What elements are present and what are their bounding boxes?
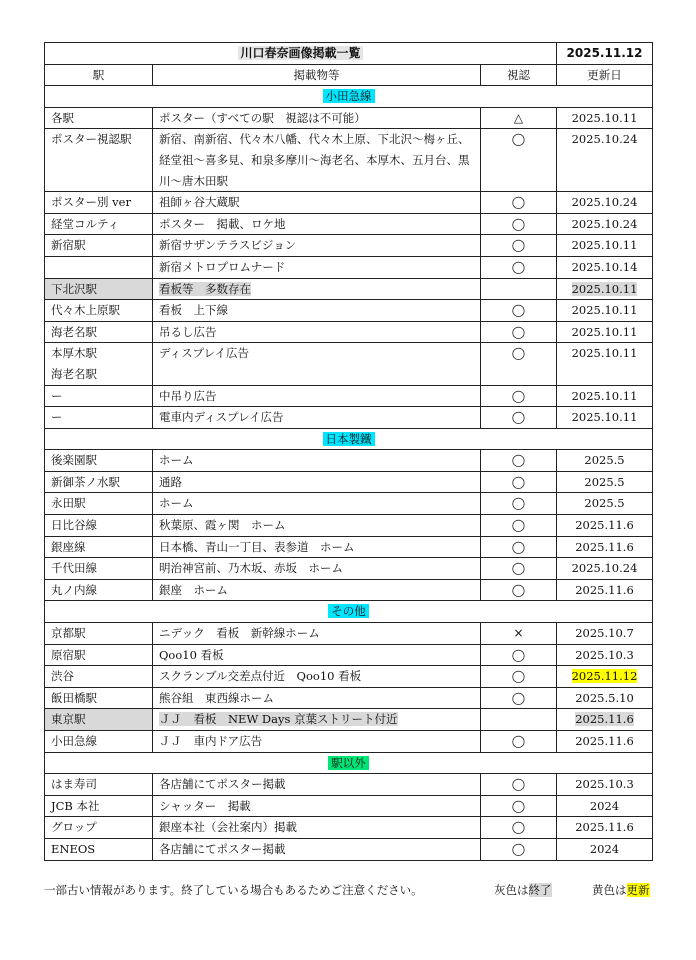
table-row-updated: [45, 666, 653, 688]
item-cell: 秋葉原、霞ヶ関 ホーム: [153, 515, 481, 537]
item-cell: 熊谷組 東西線ホーム: [153, 687, 481, 709]
approval-mark: ◯: [481, 213, 557, 235]
date-cell: 2025.10.11: [571, 281, 638, 296]
item-cell: シャッター 掲載: [153, 795, 481, 817]
item-cell: 各店舗にてポスター掲載: [153, 774, 481, 796]
date-cell: 2025.10.3: [557, 644, 653, 666]
date-cell: 2025.10.3: [557, 774, 653, 796]
approval-mark: ◯: [481, 536, 557, 558]
date-cell: 2025.10.11: [557, 343, 653, 385]
station-cell: ENEOS: [45, 838, 153, 860]
station-cell: 新御茶ノ水駅: [45, 471, 153, 493]
station-cell: 下北沢駅: [45, 278, 153, 300]
table-row: [45, 213, 653, 235]
listing-table: [44, 42, 653, 861]
item-cell: ホーム: [153, 450, 481, 472]
station-cell: 飯田橋駅: [45, 687, 153, 709]
approval-mark: ◯: [481, 838, 557, 860]
item-cell: 看板 上下線: [153, 300, 481, 322]
page-title: 川口春奈画像掲載一覧: [240, 46, 361, 60]
station-cell: 永田駅: [45, 493, 153, 515]
approval-mark: ◯: [481, 300, 557, 322]
item-cell: 日本橋、青山一丁目、表参道 ホーム: [153, 536, 481, 558]
header-approval: 視認: [481, 64, 557, 86]
table-row: [45, 493, 653, 515]
legend-yellow-word: 更新: [626, 883, 650, 897]
table-row: [45, 192, 653, 214]
date-cell: 2025.10.11: [557, 235, 653, 257]
date-cell: 2025.11.6: [557, 731, 653, 753]
header-item: 掲載物等: [153, 64, 481, 86]
title-row: [45, 43, 653, 65]
item-cell: ポスター（すべての駅 視認は不可能）: [153, 107, 481, 129]
date-cell: 2025.10.24: [557, 558, 653, 580]
date-cell: 2025.10.24: [557, 129, 653, 192]
table-row: [45, 471, 653, 493]
table-row: [45, 256, 653, 278]
approval-mark: ◯: [481, 666, 557, 688]
date-cell: 2025.10.24: [557, 192, 653, 214]
date-cell: 2025.10.11: [557, 321, 653, 343]
station-cell: 海老名駅: [45, 321, 153, 343]
approval-mark: ◯: [481, 321, 557, 343]
station-cell: 後楽園駅: [45, 450, 153, 472]
item-cell: 新宿サザンテラスビジョン: [153, 235, 481, 257]
station-cell: [45, 256, 153, 278]
approval-mark: ◯: [481, 493, 557, 515]
table-row: [45, 731, 653, 753]
item-cell: Qoo10 看板: [153, 644, 481, 666]
station-cell: 渋谷: [45, 666, 153, 688]
table-row: [45, 515, 653, 537]
table-row: [45, 623, 653, 645]
approval-mark: ◯: [481, 256, 557, 278]
table-row: [45, 687, 653, 709]
date-cell: 2025.5: [557, 493, 653, 515]
table-row: [45, 817, 653, 839]
approval-mark: ◯: [481, 644, 557, 666]
date-cell: 2024: [557, 838, 653, 860]
section-title: 小田急線: [323, 89, 375, 103]
section-row: [45, 601, 653, 623]
station-cell: 日比谷線: [45, 515, 153, 537]
table-row: [45, 774, 653, 796]
table-row-ended: [45, 278, 653, 300]
date-cell: 2025.5: [557, 450, 653, 472]
approval-mark: ◯: [481, 192, 557, 214]
station-cell: 新宿駅: [45, 235, 153, 257]
station-cell: ポスター視認駅: [45, 129, 153, 192]
footer-note: 一部古い情報があります。終了している場合もあるためご注意ください。: [44, 883, 423, 897]
item-cell: 祖師ヶ谷大蔵駅: [153, 192, 481, 214]
table-row: [45, 644, 653, 666]
approval-mark: ◯: [481, 515, 557, 537]
station-cell: ポスター別 ver: [45, 192, 153, 214]
header-row: [45, 64, 653, 86]
legend-gray-prefix: 灰色は: [494, 883, 529, 897]
item-cell: ニデック 看板 新幹線ホーム: [153, 623, 481, 645]
date-cell: 2025.5.10: [557, 687, 653, 709]
legend-yellow-prefix: 黄色は: [592, 883, 627, 897]
header-updated: 更新日: [557, 64, 653, 86]
table-row-ended: [45, 709, 653, 731]
table-row: [45, 385, 653, 407]
table-row: [45, 407, 653, 429]
date-cell: 2025.10.14: [557, 256, 653, 278]
station-cell: 経堂コルティ: [45, 213, 153, 235]
table-row: [45, 558, 653, 580]
approval-mark: ◯: [481, 343, 557, 385]
table-row: [45, 838, 653, 860]
date-cell: 2025.10.11: [557, 107, 653, 129]
table-row: [45, 343, 653, 385]
header-station: 駅: [45, 64, 153, 86]
approval-mark: ◯: [481, 129, 557, 192]
station-cell: 千代田線: [45, 558, 153, 580]
section-row: [45, 428, 653, 450]
approval-mark: ◯: [481, 774, 557, 796]
date-cell: 2025.10.24: [557, 213, 653, 235]
approval-mark: ◯: [481, 385, 557, 407]
item-cell: 新宿メトロプロムナード: [153, 256, 481, 278]
date-cell: 2025.11.6: [557, 817, 653, 839]
approval-mark: ◯: [481, 558, 557, 580]
station-cell: ー: [45, 407, 153, 429]
table-row: [45, 579, 653, 601]
station-cell: グロップ: [45, 817, 153, 839]
station-cell: 各駅: [45, 107, 153, 129]
item-cell: 吊るし広告: [153, 321, 481, 343]
station-cell: ー: [45, 385, 153, 407]
section-title: その他: [328, 604, 369, 618]
item-cell: ホーム: [153, 493, 481, 515]
approval-mark: ◯: [481, 579, 557, 601]
section-row: [45, 86, 653, 108]
approval-mark: [481, 278, 557, 300]
item-cell: ディスプレイ広告: [153, 343, 481, 385]
item-cell: 銀座 ホーム: [153, 579, 481, 601]
section-title: 日本製鐵: [323, 432, 375, 446]
item-cell: 銀座本社（会社案内）掲載: [153, 817, 481, 839]
date-cell: 2025.5: [557, 471, 653, 493]
table-row: [45, 129, 653, 192]
station-cell: 銀座線: [45, 536, 153, 558]
table-row: [45, 795, 653, 817]
station-cell: JCB 本社: [45, 795, 153, 817]
item-cell: 各店舗にてポスター掲載: [153, 838, 481, 860]
approval-mark: ◯: [481, 235, 557, 257]
table-row: [45, 450, 653, 472]
section-row: [45, 752, 653, 774]
legend-yellow: [592, 882, 650, 898]
item-cell: 新宿、南新宿、代々木八幡、代々木上原、下北沢〜梅ヶ丘、経堂祖〜喜多見、和泉多摩川〜海老名、本厚木、五月台、黒川〜唐木田駅: [153, 129, 481, 192]
approval-mark: ◯: [481, 471, 557, 493]
approval-mark: ◯: [481, 817, 557, 839]
item-cell: 中吊り広告: [153, 385, 481, 407]
approval-mark: ◯: [481, 795, 557, 817]
item-cell: ポスター 掲載、ロケ地: [153, 213, 481, 235]
date-cell: 2025.11.6: [557, 579, 653, 601]
approval-mark: ◯: [481, 687, 557, 709]
date-cell: 2025.11.6: [557, 515, 653, 537]
date-cell: 2025.10.7: [557, 623, 653, 645]
station-cell: 丸ノ内線: [45, 579, 153, 601]
approval-mark: ×: [481, 623, 557, 645]
legend-gray: [494, 882, 552, 898]
table-row: [45, 107, 653, 129]
station-cell: 小田急線: [45, 731, 153, 753]
item-cell: ＪＪ 看板 NEW Days 京葉ストリート付近: [159, 712, 398, 727]
table-row: [45, 321, 653, 343]
approval-mark: ◯: [481, 450, 557, 472]
date-cell: 2025.10.11: [557, 407, 653, 429]
station-cell: 本厚木駅: [51, 346, 97, 361]
table-row: [45, 300, 653, 322]
date-cell: 2025.11.12: [571, 669, 638, 684]
approval-mark: ◯: [481, 407, 557, 429]
station-cell: 代々木上原駅: [45, 300, 153, 322]
table-row: [45, 536, 653, 558]
item-cell: 電車内ディスプレイ広告: [153, 407, 481, 429]
item-cell: 明治神宮前、乃木坂、赤坂 ホーム: [153, 558, 481, 580]
section-title: 駅以外: [328, 756, 369, 770]
list-date: 2025.11.12: [557, 43, 653, 65]
item-cell: 通路: [153, 471, 481, 493]
date-cell: 2024: [557, 795, 653, 817]
station-cell: はま寿司: [45, 774, 153, 796]
station-cell: 東京駅: [45, 709, 153, 731]
approval-mark: [481, 709, 557, 731]
approval-mark: ◯: [481, 731, 557, 753]
item-cell: ＪＪ 車内ドア広告: [153, 731, 481, 753]
date-cell: 2025.10.11: [557, 300, 653, 322]
item-cell: 看板等 多数存在: [159, 281, 251, 296]
date-cell: 2025.10.11: [557, 385, 653, 407]
station-cell: 原宿駅: [45, 644, 153, 666]
table-row: [45, 235, 653, 257]
station-cell: 海老名駅: [51, 366, 97, 381]
date-cell: 2025.11.6: [557, 536, 653, 558]
legend-gray-word: 終了: [528, 883, 552, 897]
date-cell: 2025.11.6: [575, 712, 634, 727]
item-cell: スクランブル交差点付近 Qoo10 看板: [153, 666, 481, 688]
approval-mark: △: [481, 107, 557, 129]
station-cell: 京都駅: [45, 623, 153, 645]
